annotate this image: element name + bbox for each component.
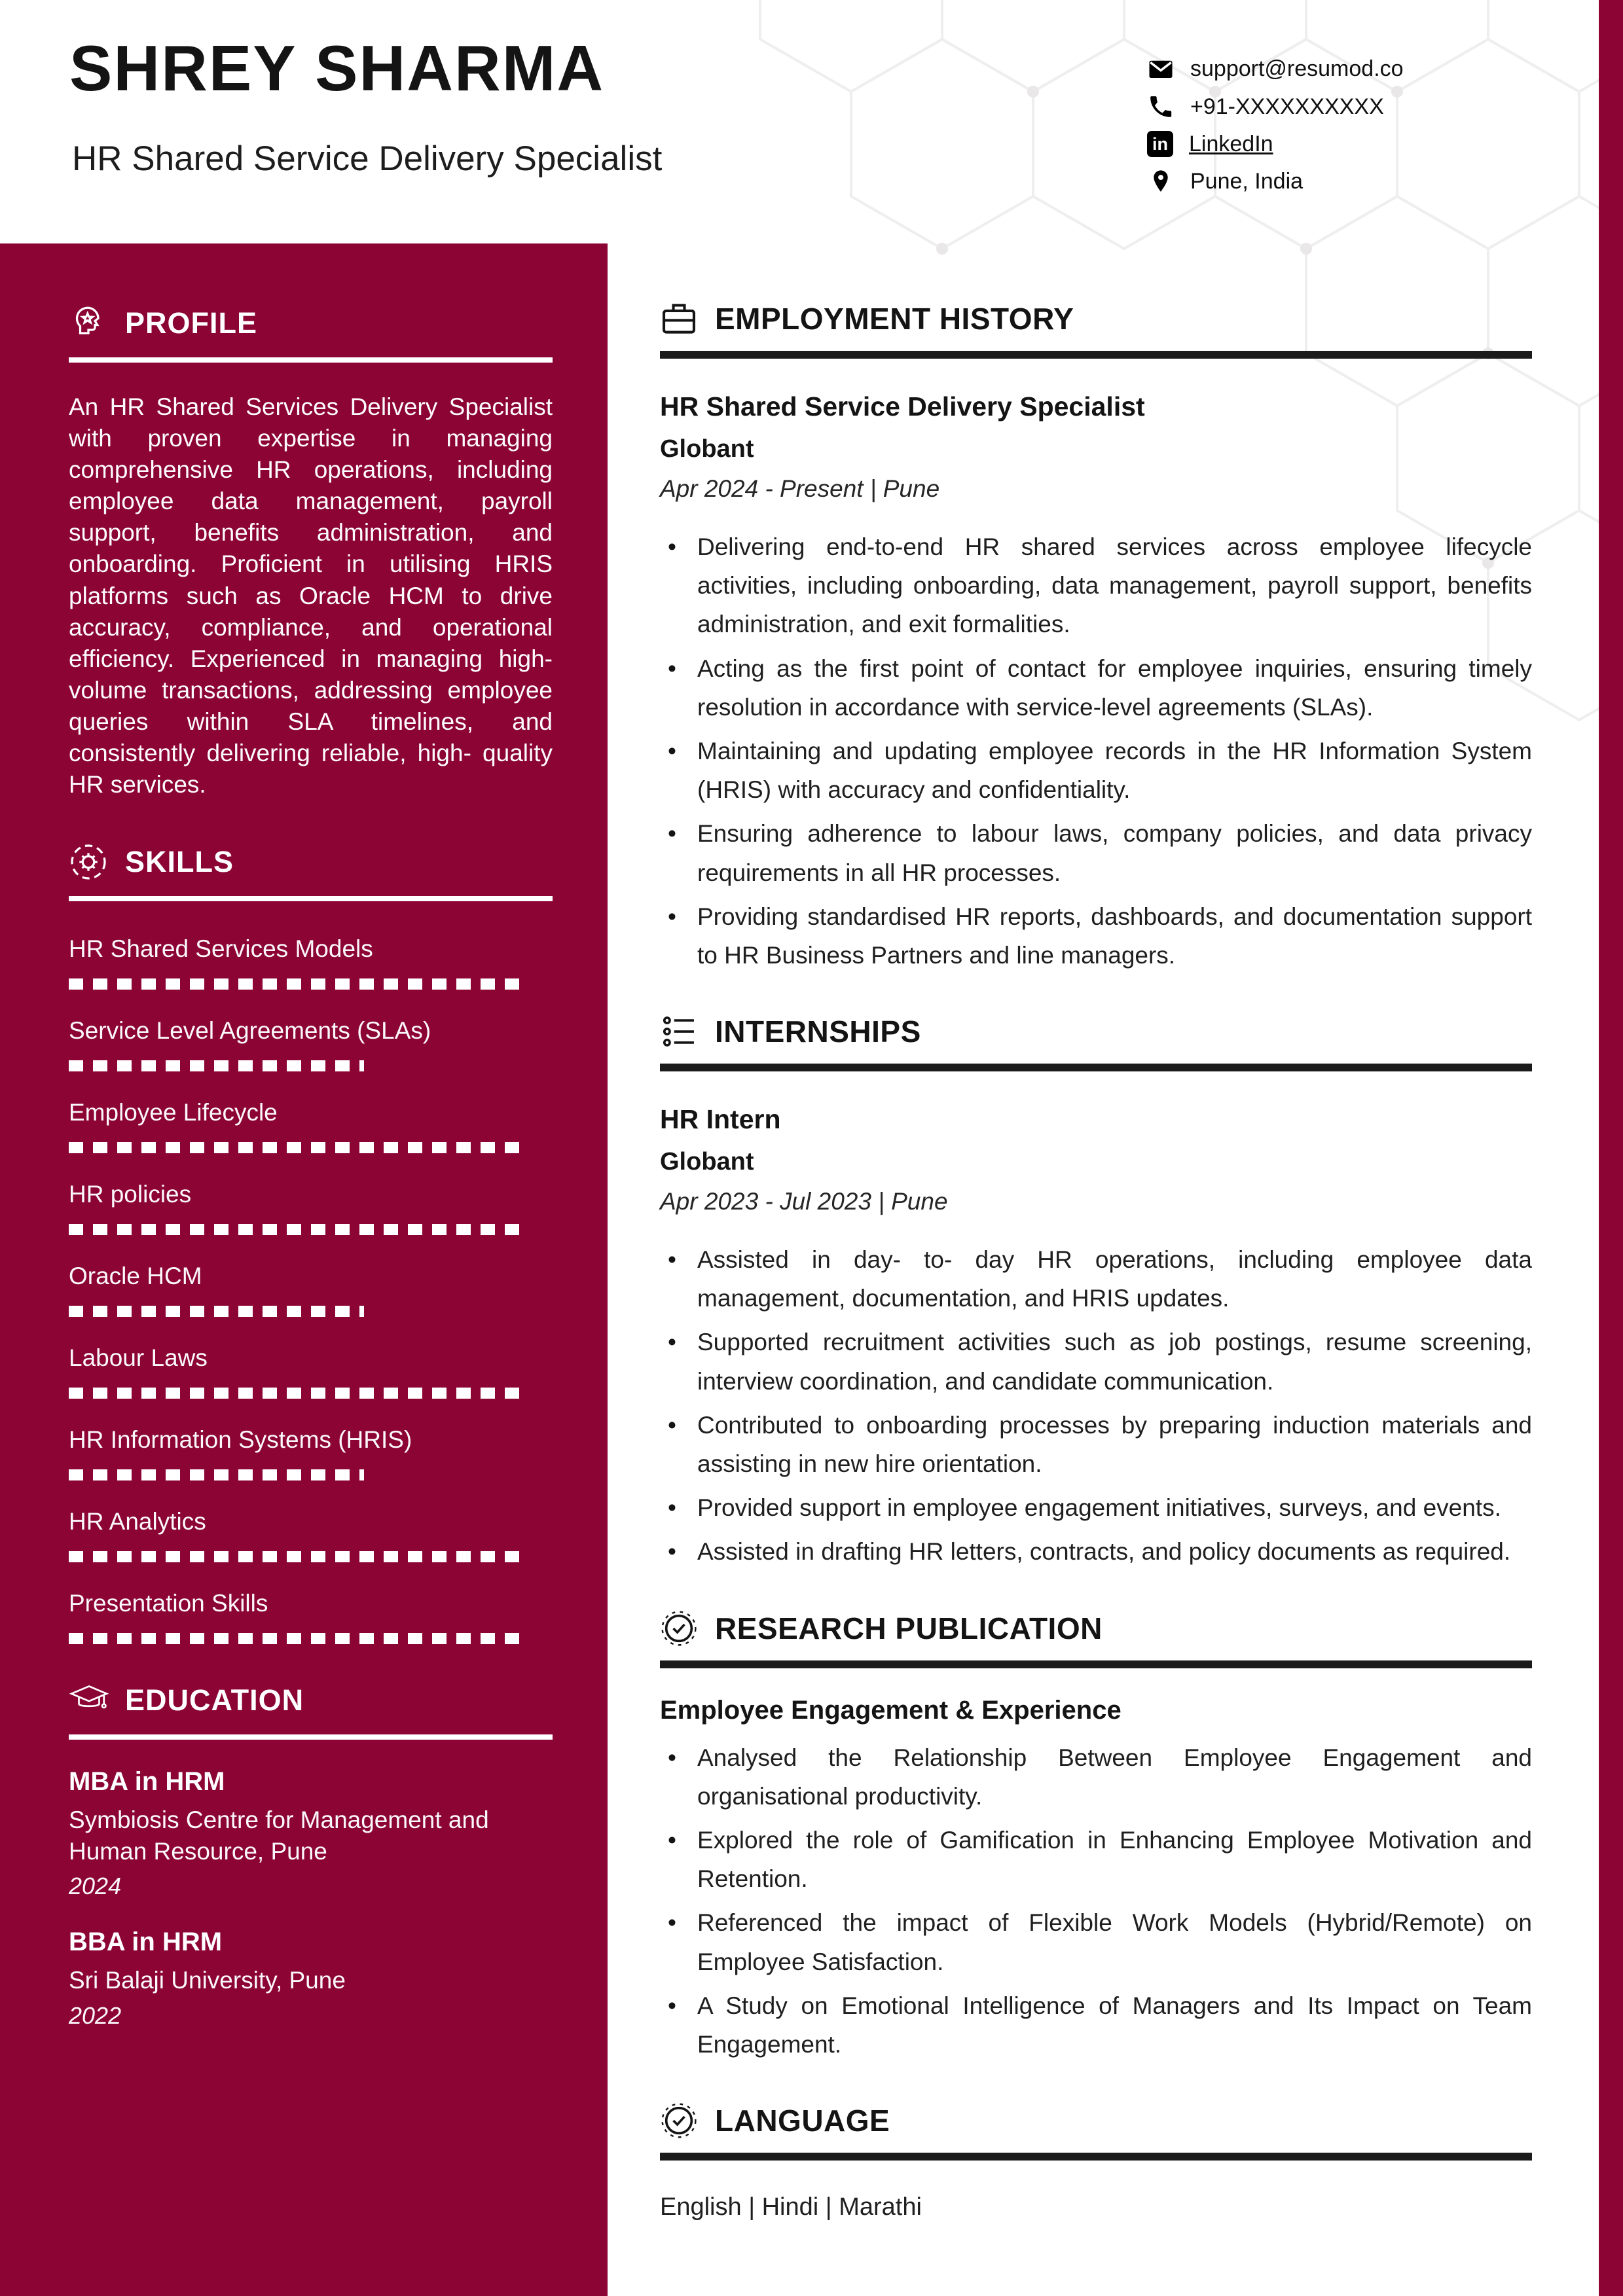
section-divider [660,1064,1532,1071]
school-name: Sri Balaji University, Pune [69,1967,346,1994]
contact-phone-row [1147,93,1404,120]
skill-level-bar [69,978,528,990]
location-pin-icon [1147,168,1175,195]
skills-heading: SKILLS [125,845,234,879]
skill-level-bar [69,1633,528,1644]
section-divider [69,357,553,363]
internship-company: Globant [660,1148,754,1176]
job-company: Globant [660,435,754,463]
profile-head-icon [69,304,108,343]
bullet-item: • Referenced the impact of Flexible Work Models (Hybrid/Remote) on Employee Satisfaction. [660,1903,1532,1981]
education-list [69,1767,553,2029]
skill-label: HR Shared Services Models [69,935,373,963]
contact-linkedin-row [1147,131,1404,157]
research-heading-row [660,1609,1532,1647]
internship-title: HR Intern [660,1104,781,1135]
skills-heading-row [69,842,553,882]
skill-level-bar [69,1224,528,1235]
bullet-item: • Ensuring adherence to labour laws, company policies, and data privacy requirements in all HR processes. [660,814,1532,891]
section-divider [69,896,553,901]
education-heading: EDUCATION [125,1683,304,1717]
linkedin-link[interactable]: LinkedIn [1189,131,1273,156]
skill-level-bar [69,1469,364,1480]
section-divider [660,2153,1532,2161]
right-accent-strip [1599,0,1623,2296]
bullet-item: • Maintaining and updating employee records in the HR Information System (HRIS) with accuracy and confidentiality. [660,732,1532,809]
briefcase-icon [660,300,698,338]
skill-level-bar [69,1142,528,1153]
education-item [69,1767,553,1900]
section-divider [660,1660,1532,1668]
profile-heading: PROFILE [125,306,258,340]
internships-heading-row [660,1013,1532,1050]
skill-item [69,1181,553,1235]
skill-level-bar [69,1306,364,1317]
skill-label: Presentation Skills [69,1590,268,1617]
badge-check-icon [660,2102,698,2140]
employment-heading-row [660,300,1532,338]
badge-check-icon [660,1609,698,1647]
degree-name: BBA in HRM [69,1928,223,1957]
profile-heading-row [69,304,553,343]
bullet-item: • Assisted in day- to- day HR operations, including employee data management, documentation, and HRIS updates. [660,1240,1532,1318]
contact-email-row [1147,55,1404,82]
bullet-item: • Supported recruitment activities such as job postings, resume screening, interview coordination, and candidate communication. [660,1323,1532,1400]
publication-title: Employee Engagement & Experience [660,1695,1122,1725]
education-item [69,1928,553,2029]
skill-label: HR policies [69,1181,192,1208]
employment-heading: EMPLOYMENT HISTORY [715,302,1074,336]
email-icon [1147,55,1175,82]
languages-value: English | Hindi | Marathi [660,2193,922,2221]
bullet-item: • Providing standardised HR reports, dashboards, and documentation support to HR Business Partners and line managers. [660,897,1532,975]
graduation-year: 2022 [69,2001,122,2029]
skill-item [69,1344,553,1399]
language-section [660,2102,1532,2221]
main-column [660,300,1532,2259]
skills-section [69,842,553,1644]
skill-item [69,1508,553,1562]
bullet-item: • Explored the role of Gamification in Enhancing Employee Motivation and Retention. [660,1821,1532,1898]
skill-label: Labour Laws [69,1344,208,1372]
contact-block [1147,55,1404,195]
skill-item [69,1426,553,1480]
school-name: Symbiosis Centre for Management and Human Resource, Pune [69,1806,489,1865]
job-bullet-list [660,528,1532,975]
person-name: SHREY SHARMA [69,32,605,104]
phone-icon [1147,93,1175,120]
profile-text: An HR Shared Services Delivery Specialist with proven expertise in managing comprehensive HR operations, including employee data management, payroll support, benefits administration, and onboarding. Proficient in utilising HRIS platforms such as Oracle HCM to drive accuracy, compliance, and operational efficiency. Experienced in managing high-volume transactions, addressing employee queries within SLA timelines, and consistently delivering reliable, high- quality HR services. [69,393,553,798]
skill-item [69,1590,553,1644]
skill-label: HR Analytics [69,1508,206,1535]
bullet-item: • Acting as the first point of contact for employee inquiries, ensuring timely resolution in accordance with service-level agreements (SLAs). [660,649,1532,726]
skill-label: HR Information Systems (HRIS) [69,1426,412,1454]
job-title: HR Shared Service Delivery Specialist [660,391,1145,422]
education-section [69,1681,553,2029]
graduation-year: 2024 [69,1873,122,1900]
language-heading-row [660,2102,1532,2140]
skill-item [69,1263,553,1317]
internships-heading: INTERNSHIPS [715,1014,921,1049]
skills-list [69,935,553,1644]
profile-section [69,304,553,800]
skill-level-bar [69,1060,364,1071]
skills-gear-icon [69,842,108,882]
job-dates-location: Apr 2024 - Present | Pune [660,475,940,502]
internship-bullet-list [660,1240,1532,1571]
education-heading-row [69,1681,553,1720]
bullet-item: • Analysed the Relationship Between Employee Engagement and organisational productivity. [660,1738,1532,1816]
bullet-item: • A Study on Emotional Intelligence of Managers and Its Impact on Team Engagement. [660,1986,1532,2064]
skill-level-bar [69,1551,528,1562]
language-heading: LANGUAGE [715,2104,890,2138]
bullet-item: • Delivering end-to-end HR shared services across employee lifecycle activities, including onboarding, data management, payroll support, benefits administration, and exit formalities. [660,528,1532,644]
checklist-icon [660,1013,698,1050]
section-divider [660,351,1532,359]
contact-location: Pune, India [1190,168,1304,194]
employment-section [660,300,1532,975]
skill-label: Oracle HCM [69,1263,202,1290]
skill-item [69,1017,553,1071]
section-divider [69,1734,553,1740]
bullet-item: • Assisted in drafting HR letters, contracts, and policy documents as required. [660,1532,1532,1571]
bullet-item: • Provided support in employee engagement initiatives, surveys, and events. [660,1488,1532,1527]
research-publication-section [660,1609,1532,2064]
contact-phone: +91-XXXXXXXXXX [1190,94,1384,119]
degree-name: MBA in HRM [69,1767,225,1797]
skill-label: Service Level Agreements (SLAs) [69,1017,431,1045]
internships-section [660,1013,1532,1571]
research-heading: RESEARCH PUBLICATION [715,1611,1103,1645]
internship-dates-location: Apr 2023 - Jul 2023 | Pune [660,1188,948,1215]
bullet-item: • Contributed to onboarding processes by preparing induction materials and assisting in new hire orientation. [660,1406,1532,1483]
contact-location-row [1147,168,1404,195]
skill-item [69,1099,553,1153]
skill-label: Employee Lifecycle [69,1099,278,1126]
graduation-cap-icon [69,1681,108,1720]
skill-level-bar [69,1388,528,1399]
header [0,0,1623,243]
person-title: HR Shared Service Delivery Specialist [72,139,663,178]
skill-item [69,935,553,990]
linkedin-icon: in [1147,131,1173,157]
sidebar [0,243,608,2296]
publication-bullet-list [660,1738,1532,2064]
contact-email: support@resumod.co [1190,56,1404,81]
